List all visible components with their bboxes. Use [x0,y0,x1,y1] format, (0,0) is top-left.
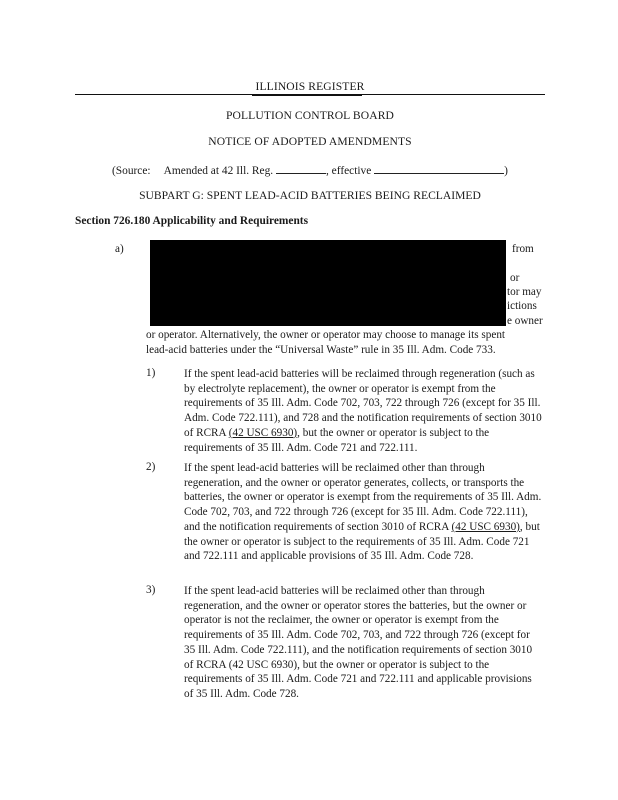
source-line [112,162,532,177]
register-title: ILLINOIS REGISTER [255,80,365,93]
source-effective: , effective [325,165,372,177]
citation-link-text: (42 USC 6930) [451,520,520,533]
item-text [184,367,542,455]
source-open: (Source: [112,165,151,177]
section-heading: Section 726.180 Applicability and Requirements [75,215,309,227]
para-a-line: lead-acid batteries under the “Universal Waste” rule in 35 Ill. Adm. Code 733. [146,344,496,356]
para-a-fragment-1: from [512,243,534,255]
subpart-title: SUBPART G: SPENT LEAD-ACID BATTERIES BEING RECLAIMED [139,189,481,202]
notice-title: NOTICE OF ADOPTED AMENDMENTS [208,135,412,148]
item-text-part: If the spent lead-acid batteries will be reclaimed other than through regeneration, and the owner or operator stores the batteries, but the owner or operator is not the reclaimer, the owner or operator is exempt from the requirements of 35 Ill. Adm. Code 702, 703, and 722 through 726 (except for 35 Ill. Adm. Code 722.111), and the notification requirements of section 3010 of RCRA (42 USC 6930), but the owner or operator is subject to the requirements of 35 Ill. Adm. Code 721 and 722.111 and applicable provisions of 35 Ill. Adm. Code 728. [184,585,533,700]
para-a-fragment-2: or [510,272,520,284]
source-amended: Amended at 42 Ill. Reg. [163,165,274,177]
item-text [184,461,542,564]
para-a-fragment-3: tor may [507,286,542,298]
item-number: 2) [146,461,156,473]
item-text-part: , but the owner or operator is subject to the requirements of 35 Ill. Adm. Code 721 and 722.111. [184,426,490,454]
blank-reg-number [276,162,326,174]
paragraph-a-label: a) [115,243,124,255]
item-text-part: If the spent lead-acid batteries will be reclaimed other than through regeneration, and the owner or operator generates, collects, or transports the batteries, the owner or operator is exempt from the requirements of 35 Ill. Adm. Code 702, 703, and 722 through 726 (except for 35 Ill. Adm. Code 722.111), and the notification requirements of section 3010 of RCRA [184,462,542,533]
para-a-fragment-4: ictions [507,300,537,312]
source-close: ) [504,165,508,177]
header-rule-accent [252,94,362,96]
para-a-line: or operator. Alternatively, the owner or operator may choose to manage its spent [146,329,506,341]
redaction-block [150,240,506,326]
para-a-fragment-5: e owner [507,315,543,327]
item-number: 1) [146,367,156,379]
item-text-part: , but the owner or operator is subject to the requirements of 35 Ill. Adm. Code 721 and 722.111 and applicable provisions of 35 Ill. Adm. Code 728. [184,520,540,563]
item-text [184,584,542,702]
blank-effective-date [374,162,504,174]
item-text-part: If the spent lead-acid batteries will be reclaimed through regeneration (such as by electrolyte replacement), the owner or operator is exempt from the requirements of 35 Ill. Adm. Code 702, 703, 722 through 726 (except for 35 Ill. Adm. Code 722.111), and 728 and the notification requirements of section 3010 of RCRA [184,368,542,439]
board-name: POLLUTION CONTROL BOARD [225,109,395,122]
item-number: 3) [146,584,156,596]
citation-link-text: (42 USC 6930) [228,426,298,439]
